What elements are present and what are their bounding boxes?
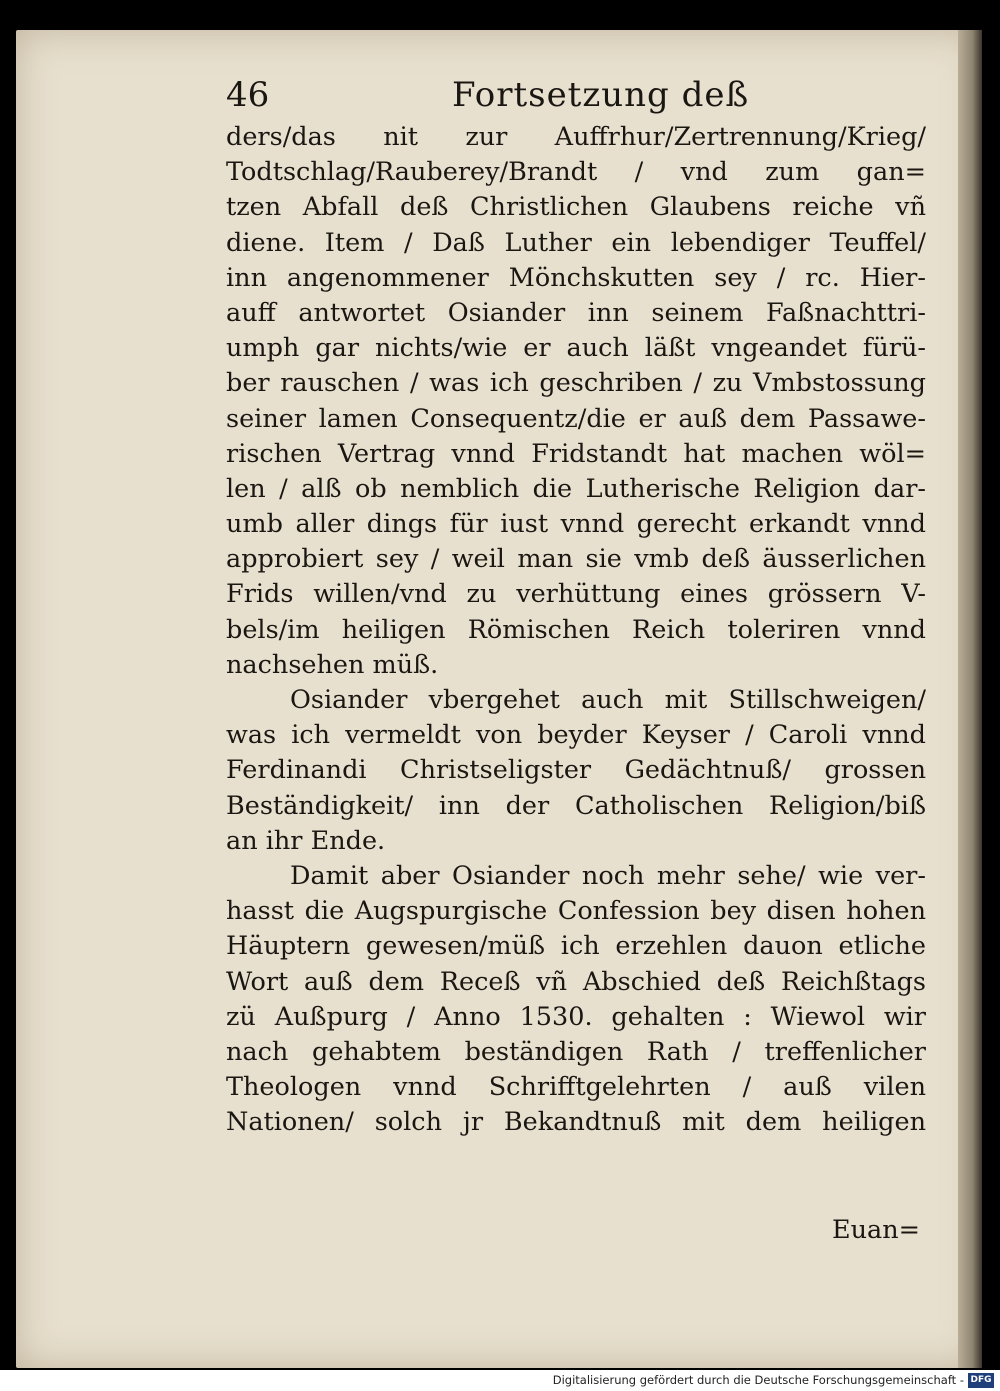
text-line: umb aller dings für iust vnnd gerecht erkandt vnnd <box>226 509 926 540</box>
text-line: ber rauschen / was ich geschriben / zu Vmbstossung <box>226 368 926 399</box>
text-line: Theologen vnnd Schrifftgelehrten / auß vilen <box>226 1072 926 1103</box>
text-line: an ihr Ende. <box>226 825 386 856</box>
footer-bar <box>0 1370 1000 1391</box>
text-line: len / alß ob nemblich die Lutherische Religion dar- <box>226 473 926 504</box>
text-line: seiner lamen Consequentz/die er auß dem Passawe- <box>226 403 926 434</box>
text-line: nachsehen müß. <box>226 649 439 680</box>
text-line: Beständigkeit/ inn der Catholischen Religion/biß <box>226 790 926 821</box>
text-line: approbiert sey / weil man sie vmb deß äusserlichen <box>226 544 926 575</box>
text-line: tzen Abfall deß Christlichen Glaubens reiche vñ <box>226 192 926 223</box>
text-line: auff antwortet Osiander inn seinem Faßnachttri- <box>226 297 926 328</box>
text-line: umph gar nichts/wie er auch läßt vngeandet fürü- <box>226 333 926 364</box>
text-line: Osiander vbergehet auch mit Stillschweigen/ <box>290 685 926 715</box>
text-line: ders/das nit zur Auffrhur/Zertrennung/Krieg/ <box>226 122 926 152</box>
funding-credit: Digitalisierung gefördert durch die Deutsche Forschungsgemeinschaft - <box>552 1373 964 1387</box>
text-line: Todtschlag/Rauberey/Brandt / vnd zum gan= <box>226 157 926 188</box>
text-line: hasst die Augspurgische Confession bey disen hohen <box>226 896 926 927</box>
catchword: Euan= <box>831 1215 920 1245</box>
text-line: Damit aber Osiander noch mehr sehe/ wie ver- <box>290 860 926 891</box>
text-line: rischen Vertrag vnnd Fridstandt hat machen wöl= <box>226 438 926 469</box>
page-number: 46 <box>226 75 270 115</box>
text-line: nach gehabtem beständigen Rath / treffenlicher <box>226 1036 926 1067</box>
text-line: Wort auß dem Receß vñ Abschied deß Reichßtags <box>226 966 926 997</box>
text-line: Häuptern gewesen/müß ich erzehlen dauon etliche <box>226 931 926 962</box>
text-line: zü Außpurg / Anno 1530. gehalten : Wiewol wir <box>226 1001 926 1032</box>
text-line: Nationen/ solch jr Bekandtnuß mit dem heiligen <box>226 1107 926 1138</box>
text-line: inn angenommener Mönchskutten sey / rc. Hier- <box>226 262 926 293</box>
dfg-logo: DFG <box>968 1373 994 1388</box>
text-line: was ich vermeldt von beyder Keyser / Caroli vnnd <box>226 720 926 751</box>
running-head: Fortsetzung deß <box>452 75 750 115</box>
page-spine-edge <box>958 30 982 1368</box>
text-line: Frids willen/vnd zu verhüttung eines grössern V- <box>226 579 926 610</box>
text-line: diene. Item / Daß Luther ein lebendiger Teuffel/ <box>226 227 926 258</box>
text-line: Ferdinandi Christseligster Gedächtnuß/ grossen <box>226 755 926 786</box>
text-line: bels/im heiligen Römischen Reich toleriren vnnd <box>226 614 926 645</box>
page-header <box>226 72 926 118</box>
body-text <box>226 120 926 1140</box>
